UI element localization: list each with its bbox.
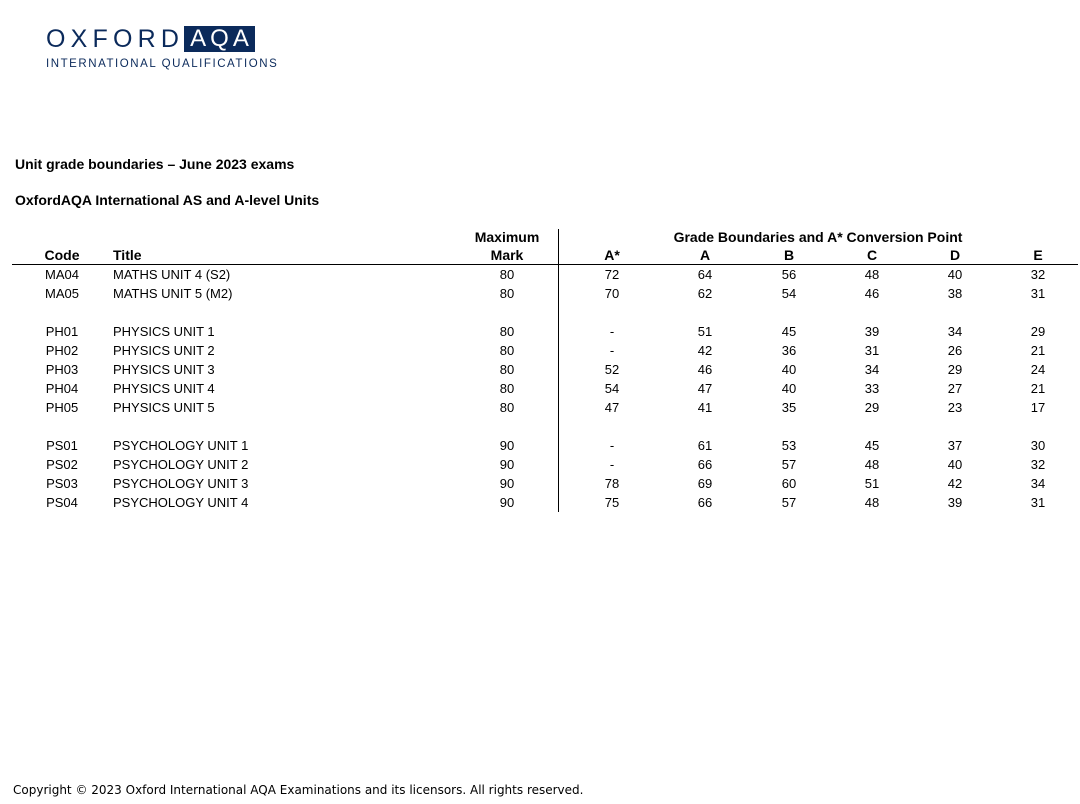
cell-b: 36 — [781, 343, 797, 358]
cell-code: MA04 — [45, 267, 79, 282]
cell-a-star: 72 — [604, 267, 620, 282]
cell-max-mark: 80 — [499, 267, 515, 282]
cell-c: 34 — [864, 362, 880, 377]
cell-c: 48 — [864, 495, 880, 510]
cell-code: PH01 — [45, 324, 79, 339]
cell-a: 51 — [697, 324, 713, 339]
cell-d: 34 — [947, 324, 963, 339]
header-rule — [12, 264, 1078, 265]
cell-title: PSYCHOLOGY UNIT 1 — [113, 438, 249, 453]
cell-code: PH03 — [45, 362, 79, 377]
cell-a: 41 — [697, 400, 713, 415]
cell-max-mark: 80 — [499, 343, 515, 358]
cell-a: 47 — [697, 381, 713, 396]
cell-b: 57 — [781, 495, 797, 510]
cell-title: PHYSICS UNIT 5 — [113, 400, 215, 415]
cell-b: 54 — [781, 286, 797, 301]
cell-b: 45 — [781, 324, 797, 339]
cell-title: PSYCHOLOGY UNIT 4 — [113, 495, 249, 510]
cell-e: 24 — [1030, 362, 1046, 377]
cell-b: 40 — [781, 362, 797, 377]
cell-e: 34 — [1030, 476, 1046, 491]
logo-aqa-text: AQA — [184, 26, 255, 52]
copyright-footer: Copyright © 2023 Oxford International AQA Examinations and its licensors. All rights reserved. — [13, 783, 584, 797]
cell-e: 30 — [1030, 438, 1046, 453]
cell-d: 23 — [947, 400, 963, 415]
cell-code: PS01 — [46, 438, 78, 453]
column-header-e: E — [1033, 247, 1043, 263]
cell-title: PHYSICS UNIT 2 — [113, 343, 215, 358]
cell-b: 53 — [781, 438, 797, 453]
logo-subtitle: INTERNATIONAL QUALIFICATIONS — [46, 58, 279, 70]
cell-c: 31 — [864, 343, 880, 358]
cell-c: 45 — [864, 438, 880, 453]
column-header-d: D — [949, 247, 961, 263]
cell-title: PSYCHOLOGY UNIT 2 — [113, 457, 249, 472]
cell-a-star: 70 — [604, 286, 620, 301]
cell-code: PS04 — [46, 495, 78, 510]
cell-a-star: 75 — [604, 495, 620, 510]
cell-d: 37 — [947, 438, 963, 453]
cell-code: PH05 — [45, 400, 79, 415]
cell-a: 66 — [697, 495, 713, 510]
header-maximum: Maximum — [474, 229, 540, 245]
cell-e: 21 — [1030, 381, 1046, 396]
cell-b: 60 — [781, 476, 797, 491]
page-title: Unit grade boundaries – June 2023 exams — [15, 156, 295, 172]
cell-a: 69 — [697, 476, 713, 491]
cell-a: 42 — [697, 343, 713, 358]
column-header-a-star: A* — [604, 247, 620, 263]
cell-max-mark: 80 — [499, 286, 515, 301]
cell-c: 29 — [864, 400, 880, 415]
cell-c: 33 — [864, 381, 880, 396]
cell-c: 48 — [864, 267, 880, 282]
cell-a-star: 52 — [604, 362, 620, 377]
cell-a-star: - — [609, 324, 615, 339]
header-grade-boundaries: Grade Boundaries and A* Conversion Point — [673, 229, 963, 245]
cell-code: PH02 — [45, 343, 79, 358]
cell-c: 39 — [864, 324, 880, 339]
column-header-code: Code — [44, 247, 80, 263]
cell-a: 64 — [697, 267, 713, 282]
cell-a: 66 — [697, 457, 713, 472]
cell-a: 62 — [697, 286, 713, 301]
cell-d: 40 — [947, 267, 963, 282]
column-header-max-mark: Mark — [490, 247, 524, 263]
cell-code: MA05 — [45, 286, 79, 301]
cell-d: 27 — [947, 381, 963, 396]
cell-code: PH04 — [45, 381, 79, 396]
cell-max-mark: 90 — [499, 438, 515, 453]
cell-d: 40 — [947, 457, 963, 472]
cell-code: PS02 — [46, 457, 78, 472]
cell-max-mark: 80 — [499, 324, 515, 339]
cell-d: 38 — [947, 286, 963, 301]
cell-a: 61 — [697, 438, 713, 453]
cell-b: 35 — [781, 400, 797, 415]
cell-e: 21 — [1030, 343, 1046, 358]
column-header-c: C — [866, 247, 878, 263]
cell-max-mark: 90 — [499, 476, 515, 491]
cell-e: 31 — [1030, 286, 1046, 301]
column-header-title: Title — [113, 247, 142, 263]
cell-d: 29 — [947, 362, 963, 377]
cell-a-star: 78 — [604, 476, 620, 491]
column-divider — [558, 229, 559, 512]
cell-c: 48 — [864, 457, 880, 472]
cell-a-star: 54 — [604, 381, 620, 396]
cell-a-star: - — [609, 457, 615, 472]
column-header-b: B — [783, 247, 795, 263]
cell-e: 32 — [1030, 457, 1046, 472]
cell-c: 46 — [864, 286, 880, 301]
cell-max-mark: 90 — [499, 457, 515, 472]
cell-max-mark: 80 — [499, 400, 515, 415]
cell-b: 40 — [781, 381, 797, 396]
cell-title: PHYSICS UNIT 1 — [113, 324, 215, 339]
cell-title: PHYSICS UNIT 3 — [113, 362, 215, 377]
page-subtitle: OxfordAQA International AS and A-level Units — [15, 192, 320, 208]
cell-e: 32 — [1030, 267, 1046, 282]
cell-d: 26 — [947, 343, 963, 358]
logo-oxford-text: OXFORD — [46, 25, 185, 53]
cell-e: 31 — [1030, 495, 1046, 510]
cell-c: 51 — [864, 476, 880, 491]
column-header-a: A — [699, 247, 711, 263]
cell-a-star: 47 — [604, 400, 620, 415]
cell-code: PS03 — [46, 476, 78, 491]
cell-title: MATHS UNIT 5 (M2) — [113, 286, 233, 301]
cell-title: PSYCHOLOGY UNIT 3 — [113, 476, 249, 491]
cell-a-star: - — [609, 438, 615, 453]
cell-a-star: - — [609, 343, 615, 358]
cell-max-mark: 80 — [499, 381, 515, 396]
cell-d: 39 — [947, 495, 963, 510]
cell-title: MATHS UNIT 4 (S2) — [113, 267, 231, 282]
cell-d: 42 — [947, 476, 963, 491]
cell-e: 29 — [1030, 324, 1046, 339]
cell-b: 57 — [781, 457, 797, 472]
cell-max-mark: 80 — [499, 362, 515, 377]
cell-a: 46 — [697, 362, 713, 377]
cell-max-mark: 90 — [499, 495, 515, 510]
cell-e: 17 — [1030, 400, 1046, 415]
cell-b: 56 — [781, 267, 797, 282]
cell-title: PHYSICS UNIT 4 — [113, 381, 215, 396]
